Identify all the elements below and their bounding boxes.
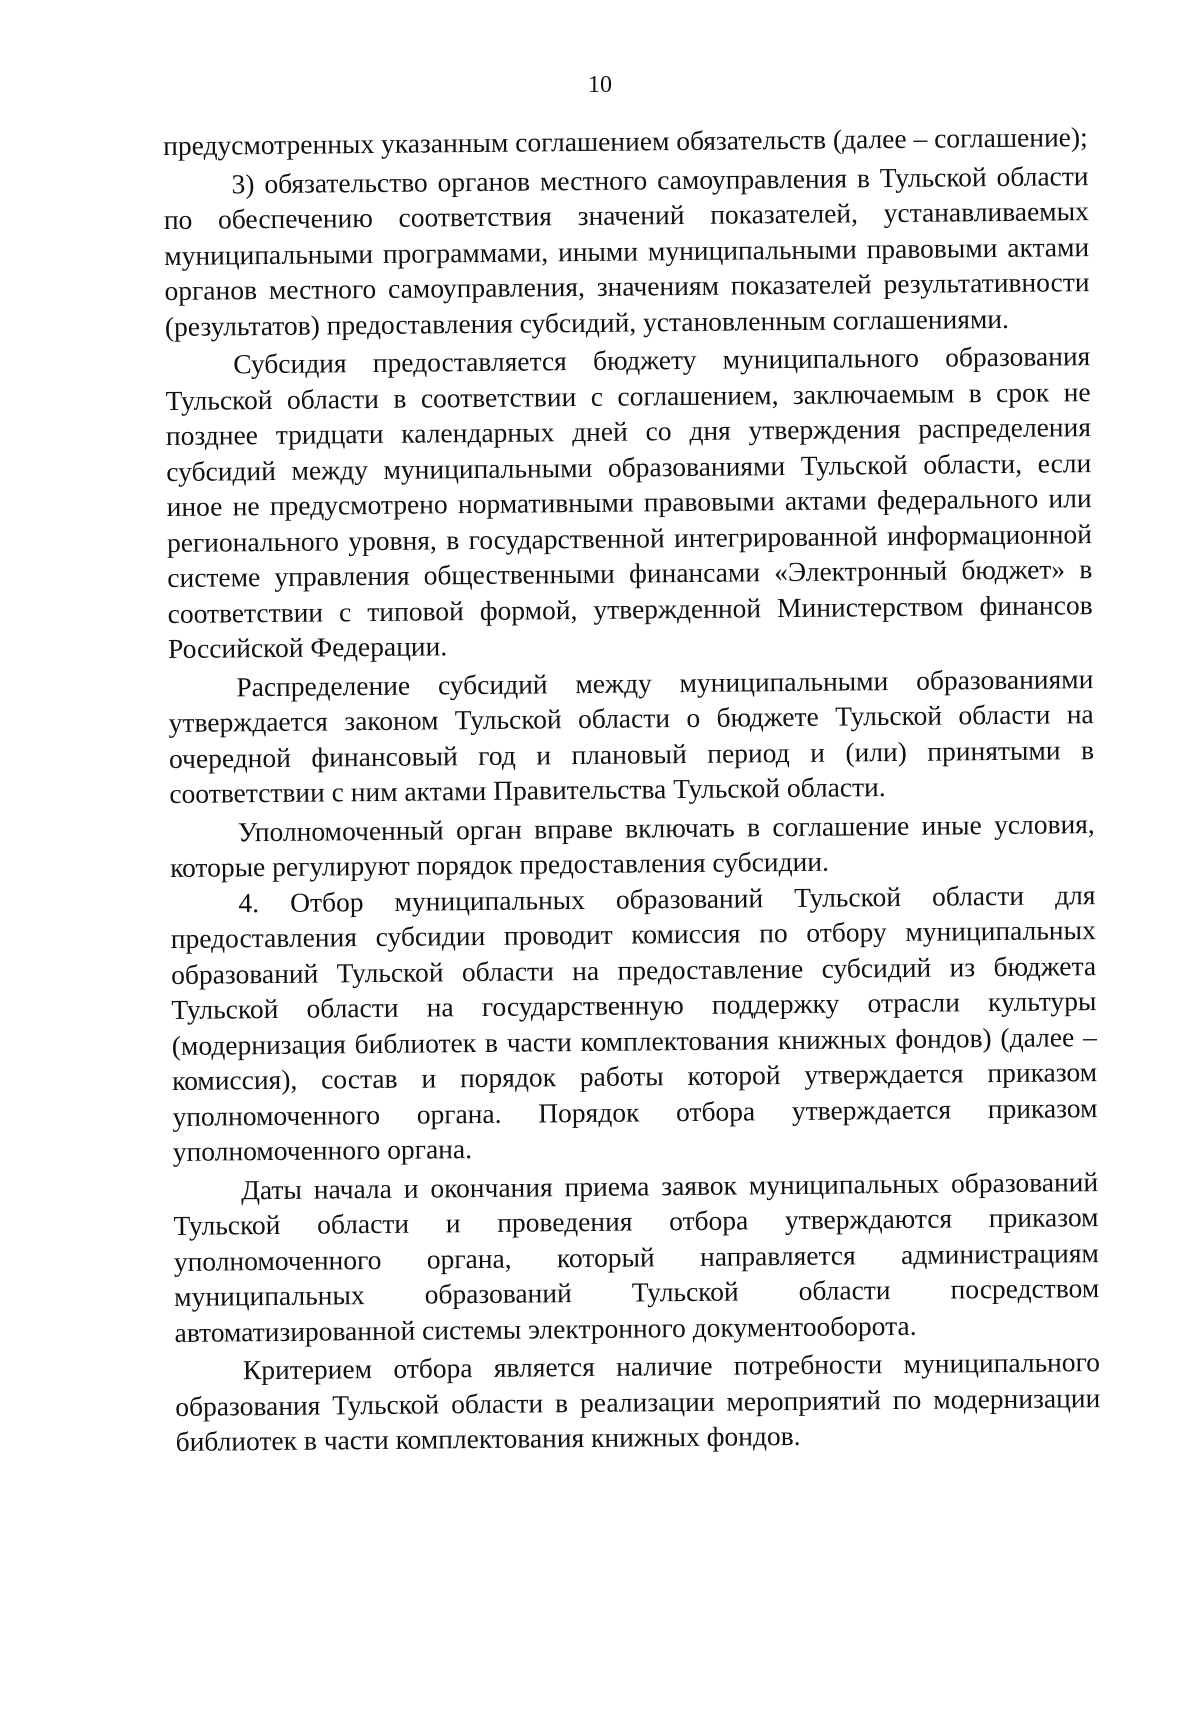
paragraph-continuation: предусмотренных указанным соглашением обязательств (далее – соглашение); xyxy=(163,121,1088,161)
paragraph-dates: Даты начала и окончания приема заявок муниципальных образований Тульской области и проведения отбора утверждаются приказом уполномоченного органа, который направляется администрациям муниципальных образований Тульской области посредством автоматизированной системы электронного документооборота. xyxy=(173,1165,1100,1348)
paragraph-item-4: 4. Отбор муниципальных образований Тульской области для предоставления субсидии проводит комиссия по отбору муниципальных образований Тульской области на предоставление субсидий из бюджета Тульской области на государственную поддержку отрасли культуры (модернизация библиотек в части комплектования книжных фондов) (далее – комиссия), состав и порядок работы которой утверждается приказом уполномоченного органа. Порядок отбора утверждается приказом уполномоченного органа. xyxy=(170,878,1098,1167)
paragraph-item-3: 3) обязательство органов местного самоуправления в Тульской области по обеспечению соответствия значений показателей, устанавливаемых муниципальными программами, иными муниципальными правовыми актами органов местного самоуправления, значениям показателей результативности (результатов) предоставления субсидий, установленным соглашениями. xyxy=(163,159,1090,342)
paragraph-authorized-body: Уполномоченный орган вправе включать в соглашение иные условия, которые регулируют порядок предоставления субсидии. xyxy=(169,807,1095,883)
paragraph-subsidy: Субсидия предоставляется бюджету муниципального образования Тульской области в соответствии с соглашением, заключаемым в срок не позднее тридцати календарных дней со дня утверждения распределения субсидий между муниципальными образованиями Тульской области, если иное не предусмотрено нормативными правовыми актами федерального или регионального уровня, в государственной интегрированной информационной системе управления общественными финансами «Электронный бюджет» в соответствии с типовой формой, утвержденной Министерством финансов Российской Федерации. xyxy=(165,340,1093,664)
document-body xyxy=(163,119,1101,1459)
paragraph-distribution: Распределение субсидий между муниципальными образованиями утверждается законом Тульской области о бюджете Тульской области на очередной финансовый год и плановый период и (или) принятыми в соответствии с ним актами Правительства Тульской области. xyxy=(168,662,1095,809)
paragraph-criterion: Критерием отбора является наличие потребности муниципального образования Тульской области в реализации мероприятий по модернизации библиотек в части комплектования книжных фондов. xyxy=(175,1346,1101,1457)
page-number: 10 xyxy=(588,72,612,98)
